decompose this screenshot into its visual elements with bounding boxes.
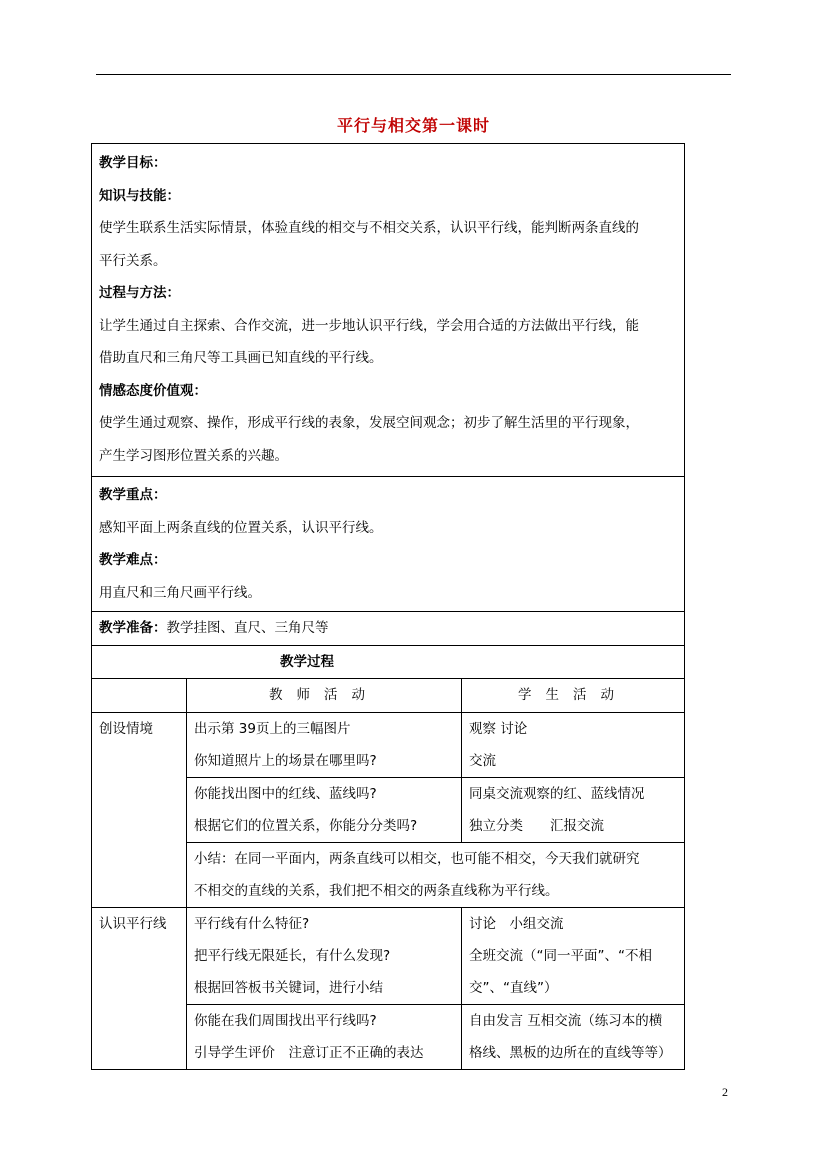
table-row: [92, 907, 685, 1004]
key-points-row: [92, 477, 685, 612]
student-activity: 交流: [469, 752, 496, 769]
section-label: 认识平行线: [92, 907, 187, 1069]
student-activity: 全班交流（“同一平面”、“不相: [469, 947, 652, 964]
student-activity: 独立分类 汇报交流: [469, 817, 604, 834]
knowledge-line: 使学生联系生活实际情景，体验直线的相交与不相交关系，认识平行线，能判断两条直线的: [99, 220, 639, 236]
process-method-line: 让学生通过自主探索、合作交流，进一步地认识平行线，学会用合适的方法做出平行线，能: [99, 317, 639, 334]
student-activity: 同桌交流观察的红、蓝线情况: [469, 785, 645, 802]
teacher-activity: 平行线有什么特征?: [194, 915, 310, 932]
teacher-activity: 出示第 39页上的三幅图片: [194, 720, 351, 737]
teacher-activity: 把平行线无限延长，有什么发现?: [194, 947, 391, 964]
teacher-column-header: 教师活动: [269, 687, 379, 703]
emotion-heading: 情感态度价值观：: [99, 382, 207, 399]
process-method-heading: 过程与方法：: [99, 285, 180, 301]
teacher-activity: 引导学生评价 注意订正不正确的表达: [194, 1044, 424, 1061]
emotion-line: 使学生通过观察、操作，形成平行线的表象，发展空间观念；初步了解生活里的平行现象，: [99, 415, 639, 431]
column-header-row: [92, 679, 685, 713]
student-activity: 交”、“直线”）: [469, 979, 558, 996]
emotion-line: 产生学习图形位置关系的兴趣。: [99, 447, 288, 464]
knowledge-heading: 知识与技能：: [99, 187, 180, 204]
section-label: 创设情境: [92, 712, 187, 907]
page-title: 平行与相交第一课时: [336, 116, 490, 135]
preparation-row: [92, 612, 685, 646]
difficulty-text: 用直尺和三角尺画平行线。: [99, 584, 261, 601]
focus-heading: 教学重点：: [99, 487, 167, 503]
process-heading-row: [92, 645, 685, 679]
preparation-heading: 教学准备：: [99, 620, 167, 636]
student-column-header: 学生活动: [518, 687, 628, 703]
teacher-activity: 你能找出图中的红线、蓝线吗?: [194, 785, 377, 802]
lesson-plan-table: [91, 143, 685, 1070]
header-rule: [96, 74, 731, 75]
page-number: 2: [722, 1085, 728, 1099]
teacher-activity: 根据回答板书关键词，进行小结: [194, 979, 383, 996]
knowledge-line: 平行关系。: [99, 252, 167, 269]
process-heading: 教学过程: [280, 653, 334, 670]
student-activity: 讨论 小组交流: [469, 915, 564, 932]
difficulty-heading: 教学难点：: [99, 552, 167, 568]
student-activity: 观察 讨论: [469, 720, 528, 737]
summary-text: 不相交的直线的关系，我们把不相交的两条直线称为平行线。: [194, 882, 559, 899]
teacher-activity: 你能在我们周围找出平行线吗?: [194, 1012, 377, 1029]
objectives-heading: 教学目标：: [99, 155, 167, 171]
summary-text: 小结：在同一平面内，两条直线可以相交，也可能不相交，今天我们就研究: [194, 850, 640, 867]
objectives-row: [92, 144, 685, 477]
focus-text: 感知平面上两条直线的位置关系，认识平行线。: [99, 519, 383, 536]
student-activity: 格线、黑板的边所在的直线等等）: [469, 1044, 672, 1061]
preparation-text: 教学挂图、直尺、三角尺等: [166, 620, 329, 636]
student-activity: 自由发言 互相交流（练习本的横: [469, 1012, 663, 1029]
table-row: [92, 712, 685, 777]
process-method-line: 借助直尺和三角尺等工具画已知直线的平行线。: [99, 350, 383, 366]
teacher-activity: 根据它们的位置关系，你能分分类吗?: [194, 817, 418, 834]
teacher-activity: 你知道照片上的场景在哪里吗?: [194, 752, 377, 769]
